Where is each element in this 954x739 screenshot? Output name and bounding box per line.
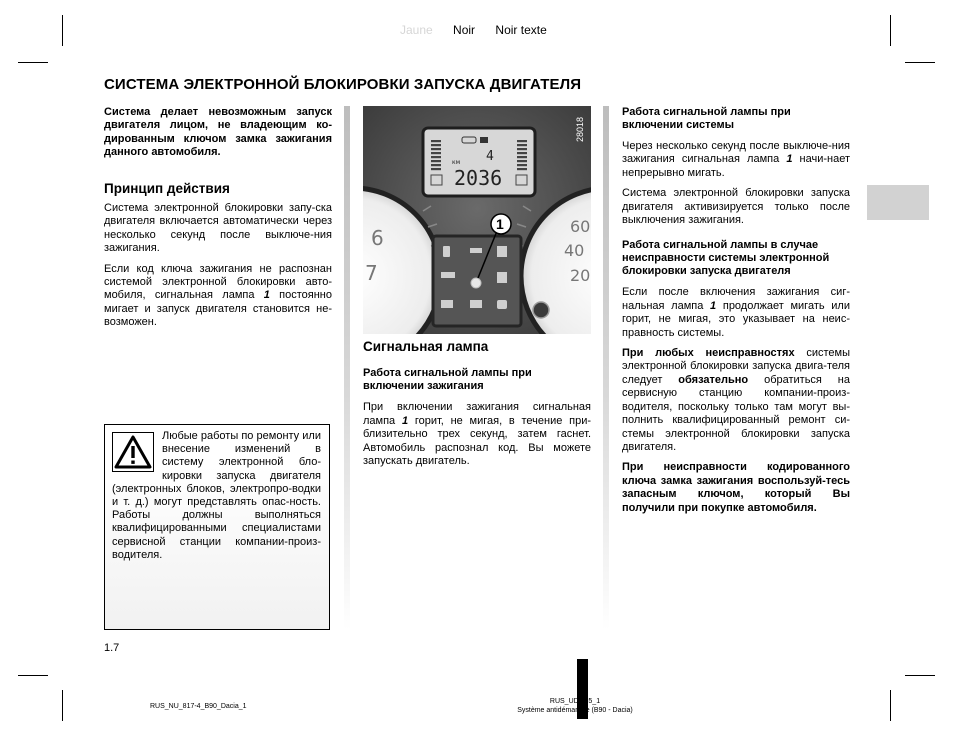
column-1 xyxy=(104,106,332,337)
gear-indicator: 4 xyxy=(486,149,494,164)
column-2 xyxy=(363,340,591,475)
gauge-tick-label: 7 xyxy=(365,261,378,285)
footer-left: RUS_NU_817-4_B90_Dacia_1 xyxy=(150,703,247,710)
crop-mark xyxy=(890,15,891,46)
paragraph: Если после включения зажигания сиг-нальная лампа 1 продолжает мигать или горит, не мигая, это указывает на неис-правность системы. xyxy=(622,286,850,339)
paragraph: При включении зажигания сигнальная лампа 1 горит, не мигая, в течение при-близительно трех секунд, затем гаснет. Автомобиль распознал код. Вы можете запускать двигатель. xyxy=(363,401,591,468)
gauge-tick-label: 60 xyxy=(570,217,591,236)
warning-triangle-icon xyxy=(112,432,154,472)
odometer-display: 2036 xyxy=(454,166,503,190)
page-number: 1.7 xyxy=(104,642,120,654)
gauge-tick-label: 20 xyxy=(570,266,591,285)
immobiliser-warning-lamp xyxy=(471,278,481,288)
subheading: Работа сигнальной лампы в случае неисправности системы электронной блокировки запуска двигателя xyxy=(622,239,830,278)
color-label-noir-texte: Noir texte xyxy=(495,23,547,37)
paragraph: Если код ключа зажигания не распознан системой электронной блокировки авто-мобиля, сигнальная лампа 1 постоянно мигает и запуск двигателя становится не-возможен. xyxy=(104,262,332,329)
color-label-noir: Noir xyxy=(453,23,476,37)
figure-callout-number: 1 xyxy=(496,216,504,232)
paragraph: Система электронной блокировки запуска двигателя активизируется только после выключения зажигания. xyxy=(622,187,850,227)
crop-mark xyxy=(18,62,48,63)
print-color-labels xyxy=(400,23,564,37)
paragraph: Через несколько секунд после выключе-ния зажигания сигнальная лампа 1 начи-нает непрерывно мигать. xyxy=(622,140,850,179)
paragraph: При неисправности кодированного ключа замка зажигания воспользуй-тесь запасным ключом, который Вы получили при покупке автомобиля. xyxy=(622,461,850,514)
chapter-tab xyxy=(867,185,929,220)
column-3 xyxy=(622,106,850,522)
subheading: Работа сигнальной лампы при включении зажигания xyxy=(363,367,532,393)
gauge-tick-label: 6 xyxy=(371,226,384,250)
crop-mark xyxy=(62,690,63,721)
column-separator xyxy=(344,106,350,630)
paragraph: Система электронной блокировки запу-ска двигателя включается автоматически через несколько секунд после выключе-ния зажигания. xyxy=(104,202,332,255)
warning-text: Любые работы по ремонту или внесение изменений в систему электронной бло-кировки запуска двигателя (электронных блоков, электропро-водки и т. д.) могут представлять опас-ность. Работы должны выполняться квалифицированными специалистами сервисной станции компании-произ-водителя. xyxy=(112,430,321,561)
footer-right: RUS_UD_ 35_1 Système antidémarra e (B90 - Dacia) xyxy=(517,698,633,714)
section-heading-lamp: Сигнальная лампа xyxy=(363,339,489,354)
crop-mark xyxy=(18,675,48,676)
intro-paragraph: Система делает невозможным запуск двигателя лицом, не владеющим ко-дированным ключом замка зажигания данного автомобиля. xyxy=(104,106,332,159)
crop-mark xyxy=(905,675,935,676)
km-label: км xyxy=(452,159,461,166)
page-title: СИСТЕМА ЭЛЕКТРОННОЙ БЛОКИРОВКИ ЗАПУСКА ДВИГАТЕЛЯ xyxy=(104,76,582,93)
gauge-tick-label: 40 xyxy=(564,241,585,260)
section-heading-principle: Принцип действия xyxy=(104,180,230,196)
crop-mark xyxy=(62,15,63,46)
crop-mark xyxy=(905,62,935,63)
column-separator xyxy=(603,106,609,630)
warning-box xyxy=(104,424,330,630)
figure-ref-number: 28018 xyxy=(575,116,585,142)
paragraph: При любых неисправностях системы электронной блокировки запуска двига-теля следует обязательно обратиться на сервисную станцию компании-произ-водителя, поскольку только там могут вы-полнить квалифицированный ремонт си-стемы электронной блокировки запуска двигателя. xyxy=(622,347,850,453)
color-label-jaune: Jaune xyxy=(400,23,433,37)
crop-mark xyxy=(890,690,891,721)
dashboard-figure xyxy=(363,106,591,334)
subheading: Работа сигнальной лампы при включении системы xyxy=(622,106,791,131)
